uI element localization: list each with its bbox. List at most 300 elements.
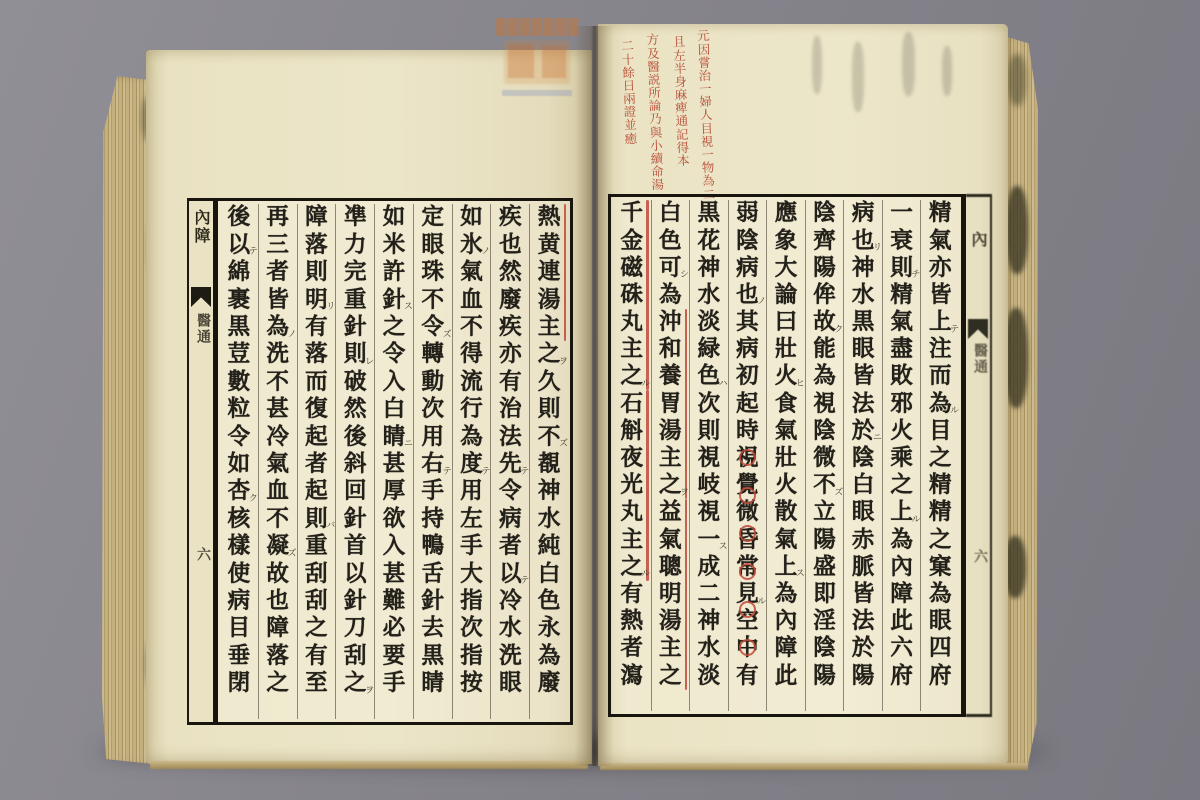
glyph: 養	[659, 363, 682, 390]
glyph: 大	[774, 254, 798, 281]
glyph: 岐	[697, 472, 721, 499]
glyph: 水	[697, 281, 721, 308]
glyph: 空	[736, 608, 759, 635]
stamp-small-text	[502, 90, 572, 96]
glyph: 陽	[813, 526, 836, 553]
glyph: 壯	[774, 445, 798, 472]
red-circle-mark	[739, 449, 756, 466]
text-column	[613, 200, 651, 711]
kunten-mark: ズ	[558, 439, 568, 450]
glyph: 沖	[659, 309, 682, 336]
glyph: 斛	[620, 417, 643, 444]
kunten-mark: テ	[520, 576, 530, 587]
glyph: 主	[537, 314, 561, 340]
glyph: 復	[305, 396, 328, 423]
glyph: 者	[620, 635, 643, 662]
glyph: 之	[620, 553, 643, 580]
glyph: 目	[928, 417, 952, 444]
margin-section-label: 內	[969, 231, 988, 249]
glyph: 視	[813, 390, 836, 417]
glyph: 之	[890, 472, 913, 499]
glyph: 上	[890, 499, 913, 526]
handwritten-glyph: 麻	[674, 86, 688, 103]
glyph: 手	[460, 533, 483, 560]
glyph: 如	[382, 204, 406, 231]
handwritten-glyph: 二	[702, 186, 716, 202]
glyph: 陰	[736, 227, 759, 254]
glyph: 如	[227, 450, 251, 477]
fishtail-mark-icon	[191, 287, 211, 307]
text-column	[335, 204, 374, 719]
glyph: 眼	[499, 670, 522, 697]
glyph: 指	[460, 642, 483, 669]
glyph: 黒	[851, 309, 875, 336]
glyph: 用	[421, 423, 445, 450]
glyph: 花	[697, 227, 721, 254]
kunten-mark: ス	[795, 569, 805, 580]
glyph: 胃	[659, 390, 682, 417]
glyph: 令	[421, 314, 445, 340]
kunten-mark: ノ	[757, 297, 767, 308]
glyph: 注	[928, 336, 952, 363]
glyph: 病	[851, 200, 875, 227]
glyph: 次	[460, 615, 483, 642]
handwritten-glyph: 視	[700, 133, 714, 150]
kunten-mark: テ	[520, 466, 530, 477]
stamp-glyph	[542, 46, 566, 78]
glyph: 如	[460, 204, 483, 231]
glyph: 動	[421, 368, 445, 395]
glyph: 熱	[620, 608, 643, 635]
handwritten-glyph: 半	[673, 60, 687, 76]
glyph: 聰	[659, 553, 682, 580]
handwritten-glyph: 湯	[651, 177, 665, 193]
kunten-mark: テ	[949, 324, 959, 335]
glyph: 亦	[928, 254, 952, 281]
glyph: 眼	[851, 499, 875, 526]
glyph: 壯	[774, 336, 798, 363]
glyph: 有	[499, 368, 522, 395]
red-circle-mark	[739, 487, 756, 504]
annotation-column	[673, 36, 690, 168]
glyph: 千	[620, 200, 643, 227]
glyph: 火	[774, 472, 798, 499]
glyph: 法	[851, 390, 875, 417]
glyph: 精	[928, 499, 952, 526]
kunten-mark: シ	[680, 270, 690, 281]
handwritten-glyph: 一	[701, 146, 715, 163]
glyph: 入	[382, 533, 406, 560]
red-emphasis-line	[646, 390, 648, 580]
glyph: 為	[460, 423, 483, 450]
kunten-mark: ズ	[834, 487, 844, 498]
text-column	[374, 204, 413, 719]
handwritten-glyph: 論	[648, 98, 662, 114]
handwritten-glyph: 嘗	[697, 54, 711, 70]
text-column	[882, 200, 921, 711]
glyph: 精	[928, 200, 952, 227]
glyph: 為	[890, 526, 913, 553]
glyph: 流	[460, 368, 483, 395]
glyph: 疾	[499, 204, 522, 231]
glyph: 於	[851, 635, 875, 662]
glyph: 重	[343, 286, 367, 313]
glyph: 府	[890, 662, 913, 689]
text-column	[490, 204, 529, 719]
glyph: 落	[305, 341, 328, 368]
glyph: 皆	[851, 580, 875, 607]
text-column	[766, 200, 805, 711]
kunten-mark: ヲ	[680, 487, 690, 498]
glyph: 神	[851, 254, 875, 281]
glyph: 熱	[537, 204, 561, 231]
glyph: 氣	[460, 259, 483, 286]
glyph: 氣	[928, 227, 952, 254]
glyph: 水	[537, 505, 561, 532]
ink-bleed-ghost	[852, 42, 864, 112]
handwritten-glyph: 小	[649, 137, 663, 154]
glyph: 舌	[421, 560, 445, 587]
glyph: 其	[736, 309, 759, 336]
glyph: 則	[537, 396, 561, 423]
glyph: 為	[659, 281, 682, 308]
glyph: 病	[227, 587, 251, 614]
glyph: 甚	[382, 450, 406, 477]
handwritten-glyph: 婦	[699, 94, 713, 110]
fishtail-mark-icon	[968, 319, 988, 339]
glyph: 落	[266, 642, 289, 669]
glyph: 至	[305, 670, 328, 697]
kunten-mark: ヲ	[558, 356, 568, 367]
glyph: 陰	[851, 445, 875, 472]
glyph: 綿	[227, 259, 251, 286]
glyph: 淫	[813, 608, 836, 635]
glyph: 湯	[659, 608, 682, 635]
glyph: 洗	[266, 341, 289, 368]
glyph: 氣	[890, 309, 913, 336]
glyph: 主	[659, 635, 682, 662]
glyph: 針	[343, 505, 367, 532]
glyph: 疾	[499, 314, 522, 340]
glyph: 視	[697, 445, 721, 472]
glyph: 氣	[774, 417, 798, 444]
glyph: 神	[537, 478, 561, 505]
glyph: 益	[659, 499, 682, 526]
glyph: 次	[697, 390, 721, 417]
glyph: 為	[928, 390, 952, 417]
glyph: 亦	[499, 341, 522, 368]
glyph: 純	[537, 533, 561, 560]
glyph: 也	[736, 281, 759, 308]
glyph: 重	[305, 533, 328, 560]
glyph: 磁	[620, 254, 643, 281]
glyph: 則	[305, 259, 328, 286]
text-column	[258, 204, 297, 719]
glyph: 中	[736, 635, 759, 662]
glyph: 睛	[421, 670, 445, 697]
glyph: 去	[421, 615, 445, 642]
glyph: 法	[851, 608, 875, 635]
glyph: 有	[305, 314, 328, 340]
glyph: 為	[774, 580, 798, 607]
text-column	[920, 200, 959, 711]
glyph: 夜	[620, 445, 643, 472]
text-column	[689, 200, 728, 711]
glyph: 則	[343, 341, 367, 368]
glyph: 色	[537, 587, 561, 614]
glyph: 水	[851, 281, 875, 308]
glyph: 閉	[227, 670, 251, 697]
handwritten-glyph: 乃	[648, 111, 662, 127]
glyph: 不	[813, 472, 836, 499]
glyph: 令	[227, 423, 251, 450]
glyph: 鴨	[421, 533, 445, 560]
ink-bleed-ghost	[812, 36, 822, 94]
glyph: 持	[421, 505, 445, 532]
text-column	[651, 200, 690, 711]
glyph: 水	[499, 615, 522, 642]
red-circle-mark	[739, 563, 756, 580]
glyph: 湯	[537, 286, 561, 313]
glyph: 之	[659, 662, 682, 689]
glyph: 甚	[382, 560, 406, 587]
handwritten-glyph: 日	[622, 77, 636, 94]
glyph: 後	[343, 423, 367, 450]
glyph: 目	[227, 615, 251, 642]
red-emphasis-line	[564, 204, 566, 341]
glyph: 不	[266, 505, 289, 532]
glyph: 陰	[813, 635, 836, 662]
glyph: 荳	[227, 341, 251, 368]
glyph: 白	[659, 200, 682, 227]
glyph: 則	[697, 417, 721, 444]
glyph: 按	[460, 670, 483, 697]
glyph: 皆	[928, 281, 952, 308]
glyph: 廢	[499, 286, 522, 313]
handwritten-glyph: 餘	[622, 64, 636, 80]
handwritten-annotation	[620, 28, 750, 218]
glyph: 障	[266, 615, 289, 642]
glyph: 陰	[813, 200, 836, 227]
glyph: 淡	[697, 662, 721, 689]
handwritten-glyph: 方	[646, 32, 660, 48]
glyph: 手	[421, 478, 445, 505]
handwritten-glyph: 證	[623, 104, 637, 120]
glyph: 右	[421, 450, 445, 477]
glyph: 也	[851, 227, 875, 254]
annotation-column	[646, 34, 664, 193]
glyph: 金	[620, 227, 643, 254]
glyph: 刮	[305, 560, 328, 587]
glyph: 陽	[813, 254, 836, 281]
glyph: 為	[813, 363, 836, 390]
glyph: 數	[227, 368, 251, 395]
glyph: 可	[659, 254, 682, 281]
glyph: 神	[697, 608, 721, 635]
red-emphasis-line	[646, 200, 648, 390]
glyph: 用	[460, 478, 483, 505]
glyph: 法	[499, 423, 522, 450]
glyph: 也	[499, 231, 522, 258]
glyph: 刀	[343, 615, 367, 642]
glyph: 神	[697, 254, 721, 281]
glyph: 度	[460, 450, 483, 477]
glyph: 粒	[227, 396, 251, 423]
glyph: 要	[382, 642, 406, 669]
glyph: 視	[736, 445, 759, 472]
glyph: 水	[697, 635, 721, 662]
glyph: 脈	[851, 553, 875, 580]
glyph: 起	[305, 423, 328, 450]
kunten-mark: チ	[911, 270, 921, 281]
handwritten-glyph: 癒	[624, 130, 638, 146]
glyph: 氷	[460, 231, 483, 258]
kunten-mark: リ	[326, 302, 336, 313]
glyph: 針	[421, 587, 445, 614]
glyph: 有	[620, 580, 643, 607]
handwritten-glyph: 續	[650, 150, 664, 167]
glyph: 黒	[227, 314, 251, 340]
glyph: 轉	[421, 341, 445, 368]
glyph: 邪	[890, 390, 913, 417]
glyph: 上	[928, 309, 952, 336]
kunten-mark: ノ	[481, 247, 491, 258]
glyph: 能	[813, 336, 836, 363]
glyph: 令	[499, 478, 522, 505]
glyph: 血	[266, 478, 289, 505]
glyph: 白	[382, 396, 406, 423]
glyph: 皆	[266, 286, 289, 313]
glyph: 斜	[343, 450, 367, 477]
text-column	[805, 200, 844, 711]
kunten-mark: ル	[949, 406, 959, 417]
handwritten-glyph: 左	[673, 47, 687, 63]
glyph: 入	[382, 368, 406, 395]
kunten-mark: ズ	[287, 548, 297, 559]
glyph: 即	[813, 580, 836, 607]
glyph: 之	[343, 670, 367, 697]
glyph: 甚	[266, 396, 289, 423]
glyph: 冷	[266, 423, 289, 450]
glyph: 一	[890, 200, 913, 227]
glyph: 皆	[851, 363, 875, 390]
kunten-mark: ズ	[442, 329, 452, 340]
glyph: 石	[620, 390, 643, 417]
handwritten-glyph: 説	[647, 71, 661, 88]
glyph: 之	[305, 615, 328, 642]
glyph: 然	[499, 259, 522, 286]
text-column	[529, 204, 568, 719]
handwritten-glyph: 一	[698, 80, 712, 97]
glyph: 治	[499, 396, 522, 423]
glyph: 陽	[813, 662, 836, 689]
glyph: 黄	[537, 231, 561, 258]
margin-page-number: 六	[195, 547, 211, 563]
glyph: 以	[343, 560, 367, 587]
handwritten-glyph: 身	[674, 73, 688, 90]
glyph: 白	[851, 472, 875, 499]
glyph: 許	[382, 259, 406, 286]
red-emphasis-line	[685, 499, 687, 689]
glyph: 四	[928, 635, 952, 662]
glyph: 起	[736, 390, 759, 417]
glyph: 行	[460, 396, 483, 423]
glyph: 凝	[266, 533, 289, 560]
glyph: 之	[537, 341, 561, 368]
glyph: 左	[460, 505, 483, 532]
red-emphasis-line	[685, 309, 687, 499]
glyph: 氣	[659, 526, 682, 553]
glyph: 針	[343, 314, 367, 340]
glyph: 和	[659, 336, 682, 363]
glyph: 起	[305, 478, 328, 505]
handwritten-glyph: 十	[621, 51, 635, 67]
glyph: 刮	[343, 642, 367, 669]
glyph: 乘	[890, 445, 913, 472]
kunten-mark: ク	[834, 324, 844, 335]
glyph: 凖	[343, 204, 367, 231]
glyph: 內	[774, 608, 798, 635]
handwritten-glyph: 所	[648, 84, 662, 101]
handwritten-glyph: 元	[696, 28, 710, 44]
glyph: 也	[266, 587, 289, 614]
glyph: 難	[382, 587, 406, 614]
glyph: 於	[851, 417, 875, 444]
glyph: 立	[813, 499, 836, 526]
glyph: 眼	[851, 336, 875, 363]
glyph: 三	[266, 231, 289, 258]
glyph: 侔	[813, 281, 836, 308]
handwritten-glyph: 並	[623, 117, 637, 133]
glyph: 弱	[736, 200, 759, 227]
glyph: 象	[774, 227, 798, 254]
glyph: 散	[774, 499, 798, 526]
glyph: 見	[736, 580, 759, 607]
kunten-mark: ル	[911, 515, 921, 526]
glyph: 珠	[421, 259, 445, 286]
glyph: 火	[890, 417, 913, 444]
kunten-mark: ル	[757, 596, 767, 607]
handwritten-glyph: 命	[650, 163, 664, 180]
glyph: 使	[227, 560, 251, 587]
text-column	[413, 204, 452, 719]
ink-bleed-ghost	[902, 32, 915, 96]
glyph: 落	[305, 231, 328, 258]
glyph: 一	[697, 526, 721, 553]
glyph: 丸	[620, 309, 643, 336]
glyph: 樣	[227, 533, 251, 560]
glyph: 次	[421, 396, 445, 423]
glyph: 後	[227, 204, 251, 231]
margin-section-label: 內障	[192, 209, 211, 245]
glyph: 陰	[813, 417, 836, 444]
kunten-mark: ヒ	[795, 379, 805, 390]
glyph: 垂	[227, 642, 251, 669]
glyph: 為	[928, 580, 952, 607]
glyph: 覩	[537, 450, 561, 477]
glyph: 回	[343, 478, 367, 505]
kunten-mark: テ	[442, 466, 452, 477]
margin-title-label: 醫通	[195, 313, 211, 345]
glyph: 府	[928, 662, 952, 689]
text-column	[220, 204, 258, 719]
handwritten-glyph: 兩	[622, 90, 636, 107]
glyph: 此	[890, 608, 913, 635]
glyph: 針	[343, 587, 367, 614]
red-circle-mark	[739, 601, 756, 618]
handwritten-glyph: 治	[698, 67, 712, 84]
glyph: 丸	[620, 499, 643, 526]
